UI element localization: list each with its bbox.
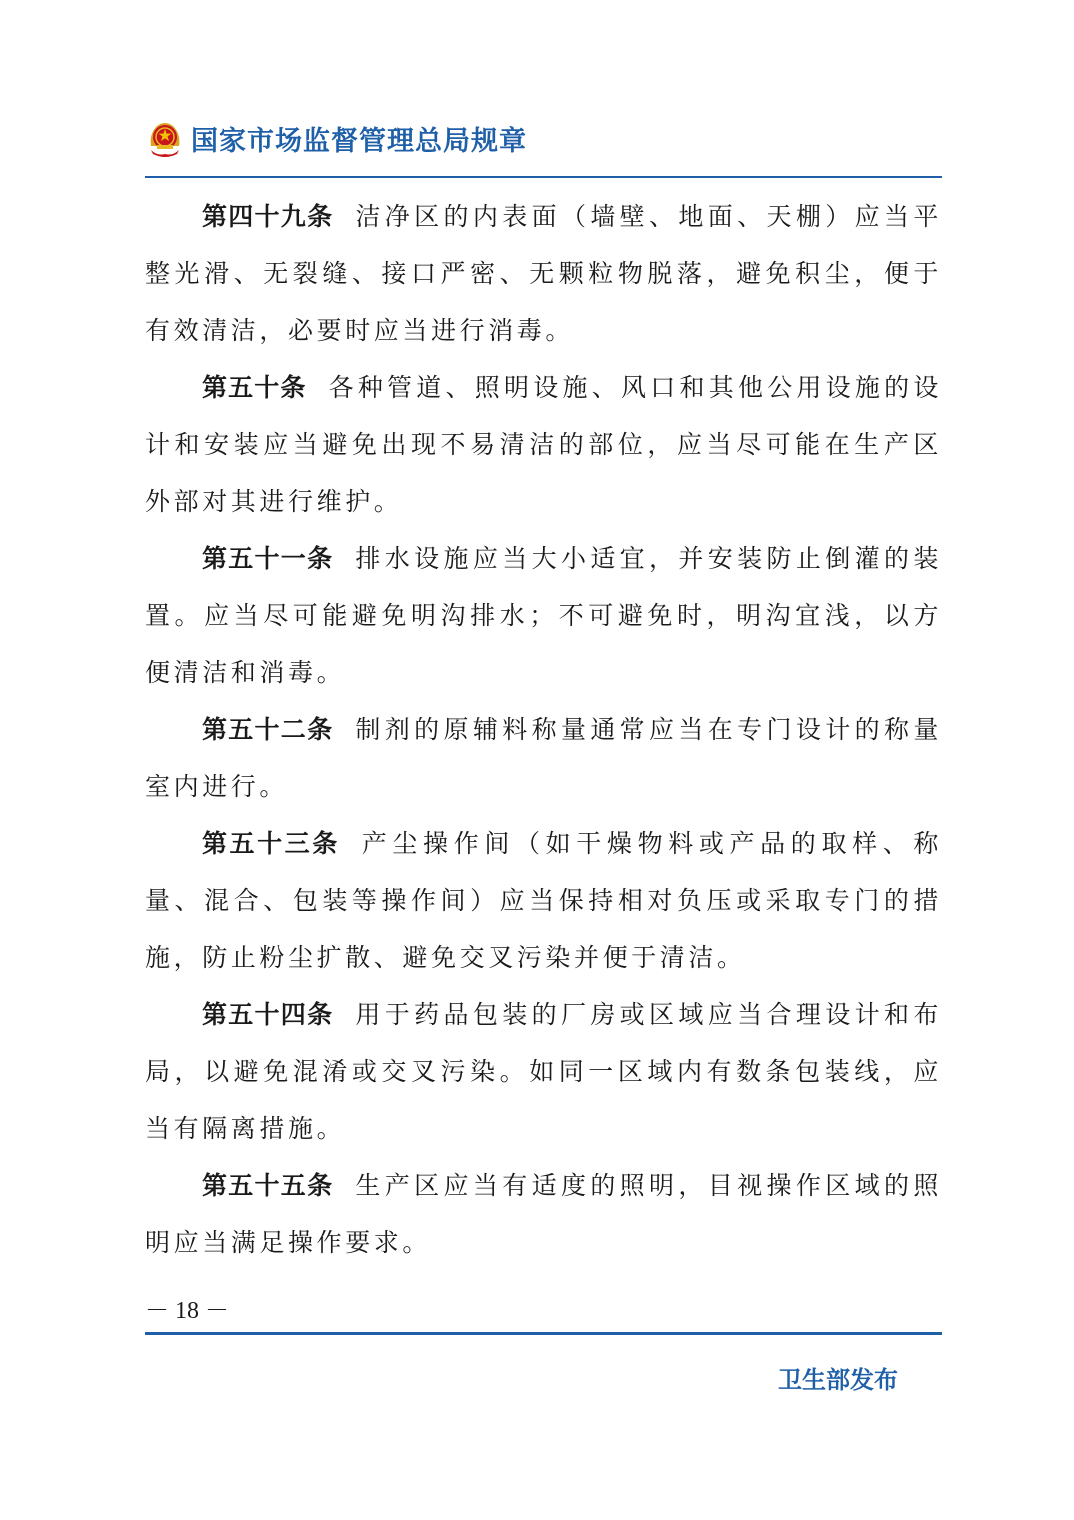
page-number: － 18 － [145,1298,229,1324]
article-text: 各种管道、照明设施、风口和其他公用设施的设计和安装应当避免出现不易清洁的部位，应当尽可能在生产区外部对其进行维护。 [145,373,942,516]
article-50 [145,359,942,530]
article-52 [145,701,942,815]
article-text: 洁净区的内表面（墙壁、地面、天棚）应当平整光滑、无裂缝、接口严密、无颗粒物脱落，避免积尘，便于有效清洁，必要时应当进行消毒。 [145,202,942,345]
article-text: 生产区应当有适度的照明，目视操作区域的照明应当满足操作要求。 [145,1171,942,1257]
article-label: 第五十条 [202,373,307,402]
article-text: 制剂的原辅料称量通常应当在专门设计的称量室内进行。 [145,715,942,801]
article-label: 第五十一条 [202,544,334,573]
article-51 [145,530,942,701]
article-label: 第五十五条 [202,1171,334,1200]
article-54 [145,986,942,1157]
publisher-label: 卫生部发布 [778,1366,898,1394]
article-label: 第四十九条 [202,202,334,231]
article-text: 产尘操作间（如干燥物料或产品的取样、称量、混合、包装等操作间）应当保持相对负压或采取专门的措施，防止粉尘扩散、避免交叉污染并便于清洁。 [145,829,942,972]
page-header [145,112,942,164]
header-divider [145,176,942,178]
article-53 [145,815,942,986]
article-49 [145,188,942,359]
article-label: 第五十二条 [202,715,334,744]
article-text: 用于药品包装的厂房或区域应当合理设计和布局，以避免混淆或交叉污染。如同一区域内有数条包装线，应当有隔离措施。 [145,1000,942,1143]
article-label: 第五十三条 [202,829,340,858]
header-title: 国家市场监督管理总局规章 [191,125,527,157]
article-label: 第五十四条 [202,1000,334,1029]
national-emblem-icon [145,116,185,160]
article-text: 排水设施应当大小适宜，并安装防止倒灌的装置。应当尽可能避免明沟排水；不可避免时，明沟宜浅，以方便清洁和消毒。 [145,544,942,687]
footer-divider [145,1332,942,1335]
article-55 [145,1157,942,1271]
